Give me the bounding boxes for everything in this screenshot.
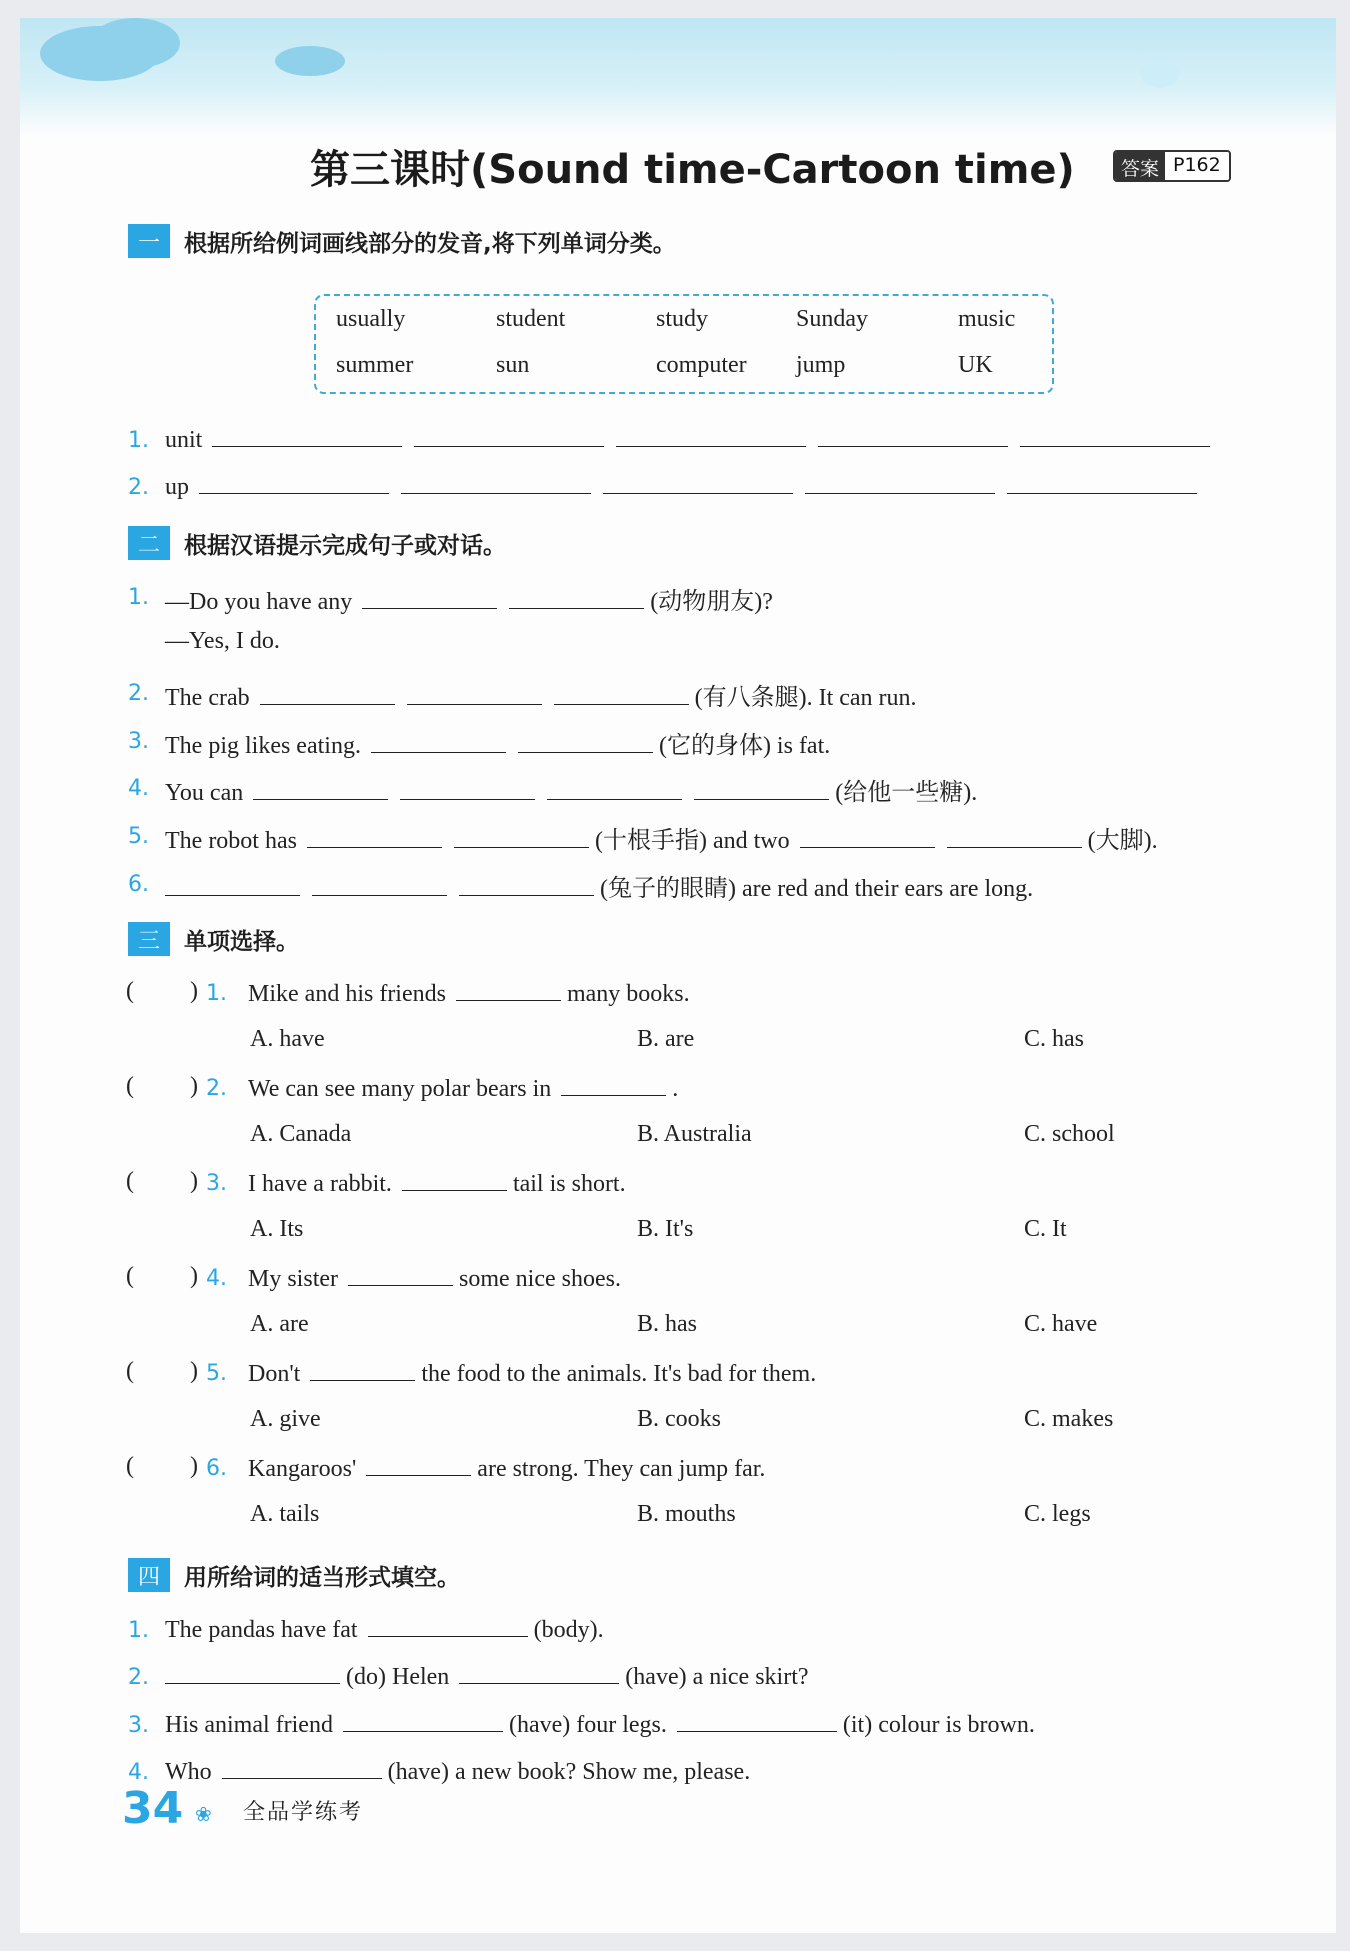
answer-paren-open: ( [126, 1073, 134, 1099]
page-number: 34 [122, 1783, 184, 1834]
word: summer [336, 352, 414, 378]
answer-paren-open: ( [126, 1453, 134, 1479]
answer-blank[interactable] [414, 424, 604, 447]
answer-blank[interactable] [362, 586, 497, 609]
hint-text: (body). [533, 1617, 604, 1643]
answer-blank[interactable] [509, 586, 644, 609]
question-text: The robot has [165, 828, 297, 854]
question-text: I have a rabbit. [248, 1171, 392, 1197]
question-text: . [672, 1076, 679, 1102]
hint-text: (十根手指) and two [594, 828, 790, 854]
hint-text: (大脚). [1087, 828, 1158, 854]
question-text: The crab [165, 685, 250, 711]
answer-paren-close: ) [190, 978, 198, 1004]
hint-text: (它的身体) is fat. [658, 733, 831, 759]
question-number: 3. [206, 1171, 227, 1196]
question-number: 4. [206, 1266, 227, 1291]
option-c[interactable]: C. have [1024, 1311, 1098, 1337]
question-number: 3. [128, 729, 149, 754]
question-text: —Do you have any [165, 589, 353, 615]
word: jump [796, 352, 846, 378]
question-number: 4. [128, 776, 149, 801]
option-b[interactable]: B. Australia [637, 1121, 752, 1147]
answer-blank[interactable] [459, 873, 594, 896]
answer-page-badge [1113, 150, 1231, 182]
publisher-brand: 全品学练考 [243, 1800, 364, 1825]
section-title: 单项选择。 [184, 928, 299, 955]
answer-paren-close: ) [190, 1168, 198, 1194]
answer-blank[interactable] [561, 1073, 666, 1096]
answer-blank[interactable] [402, 1168, 507, 1191]
mc-question-3 [248, 1168, 626, 1198]
question-text: are strong. They can jump far. [477, 1456, 766, 1482]
question-number: 2. [128, 681, 149, 706]
question-number: 1. [128, 1618, 149, 1643]
answer-blank[interactable] [307, 825, 442, 848]
lesson-title: 第三课时(Sound time-Cartoon time) [310, 147, 1075, 193]
section-title: 根据所给例词画线部分的发音,将下列单词分类。 [184, 230, 676, 257]
answer-blank[interactable] [1007, 471, 1197, 494]
answer-blank[interactable] [459, 1661, 619, 1684]
answer-blank[interactable] [603, 471, 793, 494]
option-c[interactable]: C. legs [1024, 1501, 1091, 1527]
mc-question-5 [248, 1358, 816, 1388]
answer-blank[interactable] [456, 978, 561, 1001]
question-4-3 [165, 1709, 1035, 1739]
worksheet-page [20, 18, 1336, 1933]
answer-blank[interactable] [343, 1709, 503, 1732]
question-text: some nice shoes. [459, 1266, 621, 1292]
question-text: Don't [248, 1361, 301, 1387]
leaf-icon: ❀ [195, 1804, 212, 1826]
question-text: The pig likes eating. [165, 733, 361, 759]
question-2-4 [165, 772, 977, 807]
question-2-6 [165, 868, 1033, 903]
question-text: the food to the animals. It's bad for them. [421, 1361, 817, 1387]
question-text: We can see many polar bears in [248, 1076, 552, 1102]
section-3-heading [128, 922, 299, 956]
option-c[interactable]: C. school [1024, 1121, 1115, 1147]
answer-blank[interactable] [165, 1661, 340, 1684]
section-number: 三 [128, 922, 170, 956]
question-4-4 [165, 1756, 750, 1786]
hint-text: (给他一些糖). [835, 780, 978, 806]
section-number: 一 [128, 224, 170, 258]
answer-blank[interactable] [310, 1358, 415, 1381]
hint-text: (it) colour is brown. [842, 1712, 1035, 1738]
answer-blank[interactable] [547, 777, 682, 800]
classify-row-1 [165, 424, 1216, 454]
answer-paren-close: ) [190, 1263, 198, 1289]
answer-paren-close: ) [190, 1453, 198, 1479]
answer-blank[interactable] [694, 777, 829, 800]
answer-blank[interactable] [407, 682, 542, 705]
answer-blank[interactable] [222, 1756, 382, 1779]
hint-text: (have) a nice skirt? [625, 1664, 809, 1690]
answer-blank[interactable] [454, 825, 589, 848]
answer-blank[interactable] [616, 424, 806, 447]
question-number: 1. [206, 981, 227, 1006]
answer-blank[interactable] [518, 730, 653, 753]
question-text: Kangaroos' [248, 1456, 357, 1482]
hint-text: (动物朋友)? [650, 589, 773, 615]
word: sun [496, 352, 530, 378]
question-number: 1. [128, 585, 149, 610]
hint-text: (have) four legs. [508, 1712, 667, 1738]
question-2-1-reply [165, 628, 280, 655]
answer-blank[interactable] [800, 825, 935, 848]
answer-blank[interactable] [253, 777, 388, 800]
section-number: 二 [128, 526, 170, 560]
answer-blank[interactable] [371, 730, 506, 753]
answer-blank[interactable] [348, 1263, 453, 1286]
section-2-heading [128, 526, 506, 560]
question-number: 5. [206, 1361, 227, 1386]
option-b[interactable]: B. mouths [637, 1501, 736, 1527]
answer-blank[interactable] [366, 1453, 471, 1476]
mc-question-6 [248, 1453, 765, 1483]
answer-blank[interactable] [260, 682, 395, 705]
answer-blank[interactable] [312, 873, 447, 896]
question-number: 5. [128, 824, 149, 849]
classify-row-2 [165, 471, 1203, 501]
answer-blank[interactable] [805, 471, 995, 494]
answer-paren-open: ( [126, 1263, 134, 1289]
question-number: 6. [206, 1456, 227, 1481]
question-number: 2. [128, 475, 149, 500]
question-text: The pandas have fat [165, 1617, 358, 1643]
answer-blank[interactable] [400, 777, 535, 800]
answer-blank[interactable] [199, 471, 389, 494]
mc-question-1 [248, 978, 690, 1008]
answer-paren-close: ) [190, 1358, 198, 1384]
option-a[interactable]: A. give [250, 1406, 321, 1432]
answer-paren-close: ) [190, 1073, 198, 1099]
question-text: many books. [566, 981, 690, 1007]
answer-paren-open: ( [126, 978, 134, 1004]
question-text: Mike and his friends [248, 981, 446, 1007]
question-text: tail is short. [512, 1171, 626, 1197]
word: study [656, 306, 709, 332]
option-b[interactable]: B. It's [637, 1216, 694, 1242]
lesson-header [20, 138, 1336, 198]
option-a[interactable]: A. Canada [250, 1121, 352, 1147]
word: music [958, 306, 1016, 332]
answer-page: P162 [1165, 152, 1229, 180]
answer-blank[interactable] [554, 682, 689, 705]
hint-text: (有八条腿). It can run. [694, 685, 917, 711]
question-number: 6. [128, 872, 149, 897]
answer-paren-open: ( [126, 1358, 134, 1384]
mc-question-2 [248, 1073, 678, 1103]
question-text: My sister [248, 1266, 338, 1292]
question-text: His animal friend [165, 1712, 333, 1738]
answer-blank[interactable] [368, 1614, 528, 1637]
question-2-2 [165, 677, 917, 712]
word-bank [314, 294, 1054, 394]
section-1-heading [128, 224, 676, 258]
answer-label: 答案 [1115, 152, 1165, 180]
word: student [496, 306, 566, 332]
option-b[interactable]: B. has [637, 1311, 697, 1337]
question-2-3 [165, 725, 830, 760]
word: UK [958, 352, 993, 378]
answer-blank[interactable] [818, 424, 1008, 447]
question-4-1 [165, 1614, 604, 1644]
option-b[interactable]: B. are [637, 1026, 695, 1052]
question-2-5 [165, 820, 1158, 855]
option-c[interactable]: C. makes [1024, 1406, 1114, 1432]
hint-text: (兔子的眼睛) are red and their ears are long. [600, 876, 1034, 902]
section-title: 根据汉语提示完成句子或对话。 [184, 532, 506, 559]
question-number: 4. [128, 1760, 149, 1785]
answer-blank[interactable] [947, 825, 1082, 848]
mc-question-4 [248, 1263, 621, 1293]
reply-text: —Yes, I do. [165, 628, 280, 654]
answer-blank[interactable] [1020, 424, 1210, 447]
option-a[interactable]: A. tails [250, 1501, 320, 1527]
answer-paren-open: ( [126, 1168, 134, 1194]
question-number: 3. [128, 1713, 149, 1738]
question-4-2 [165, 1661, 809, 1691]
section-number: 四 [128, 1558, 170, 1592]
answer-blank[interactable] [212, 424, 402, 447]
hint-text: (have) a new book? Show me, please. [387, 1759, 751, 1785]
question-2-1 [165, 581, 773, 616]
option-a[interactable]: A. Its [250, 1216, 304, 1242]
answer-blank[interactable] [165, 873, 300, 896]
word: computer [656, 352, 747, 378]
example-word: up [165, 474, 189, 500]
example-word: unit [165, 427, 203, 453]
question-text: You can [165, 780, 244, 806]
answer-blank[interactable] [677, 1709, 837, 1732]
option-a[interactable]: A. have [250, 1026, 325, 1052]
question-number: 2. [206, 1076, 227, 1101]
option-c[interactable]: C. It [1024, 1216, 1067, 1242]
option-b[interactable]: B. cooks [637, 1406, 721, 1432]
section-4-heading [128, 1558, 460, 1592]
section-title: 用所给词的适当形式填空。 [184, 1564, 460, 1591]
option-c[interactable]: C. has [1024, 1026, 1084, 1052]
answer-blank[interactable] [401, 471, 591, 494]
question-number: 1. [128, 428, 149, 453]
hint-text: (do) Helen [346, 1664, 450, 1690]
word: Sunday [796, 306, 868, 332]
question-text: Who [165, 1759, 212, 1785]
question-number: 2. [128, 1665, 149, 1690]
header-banner [20, 18, 1336, 136]
option-a[interactable]: A. are [250, 1311, 309, 1337]
word: usually [336, 306, 406, 332]
